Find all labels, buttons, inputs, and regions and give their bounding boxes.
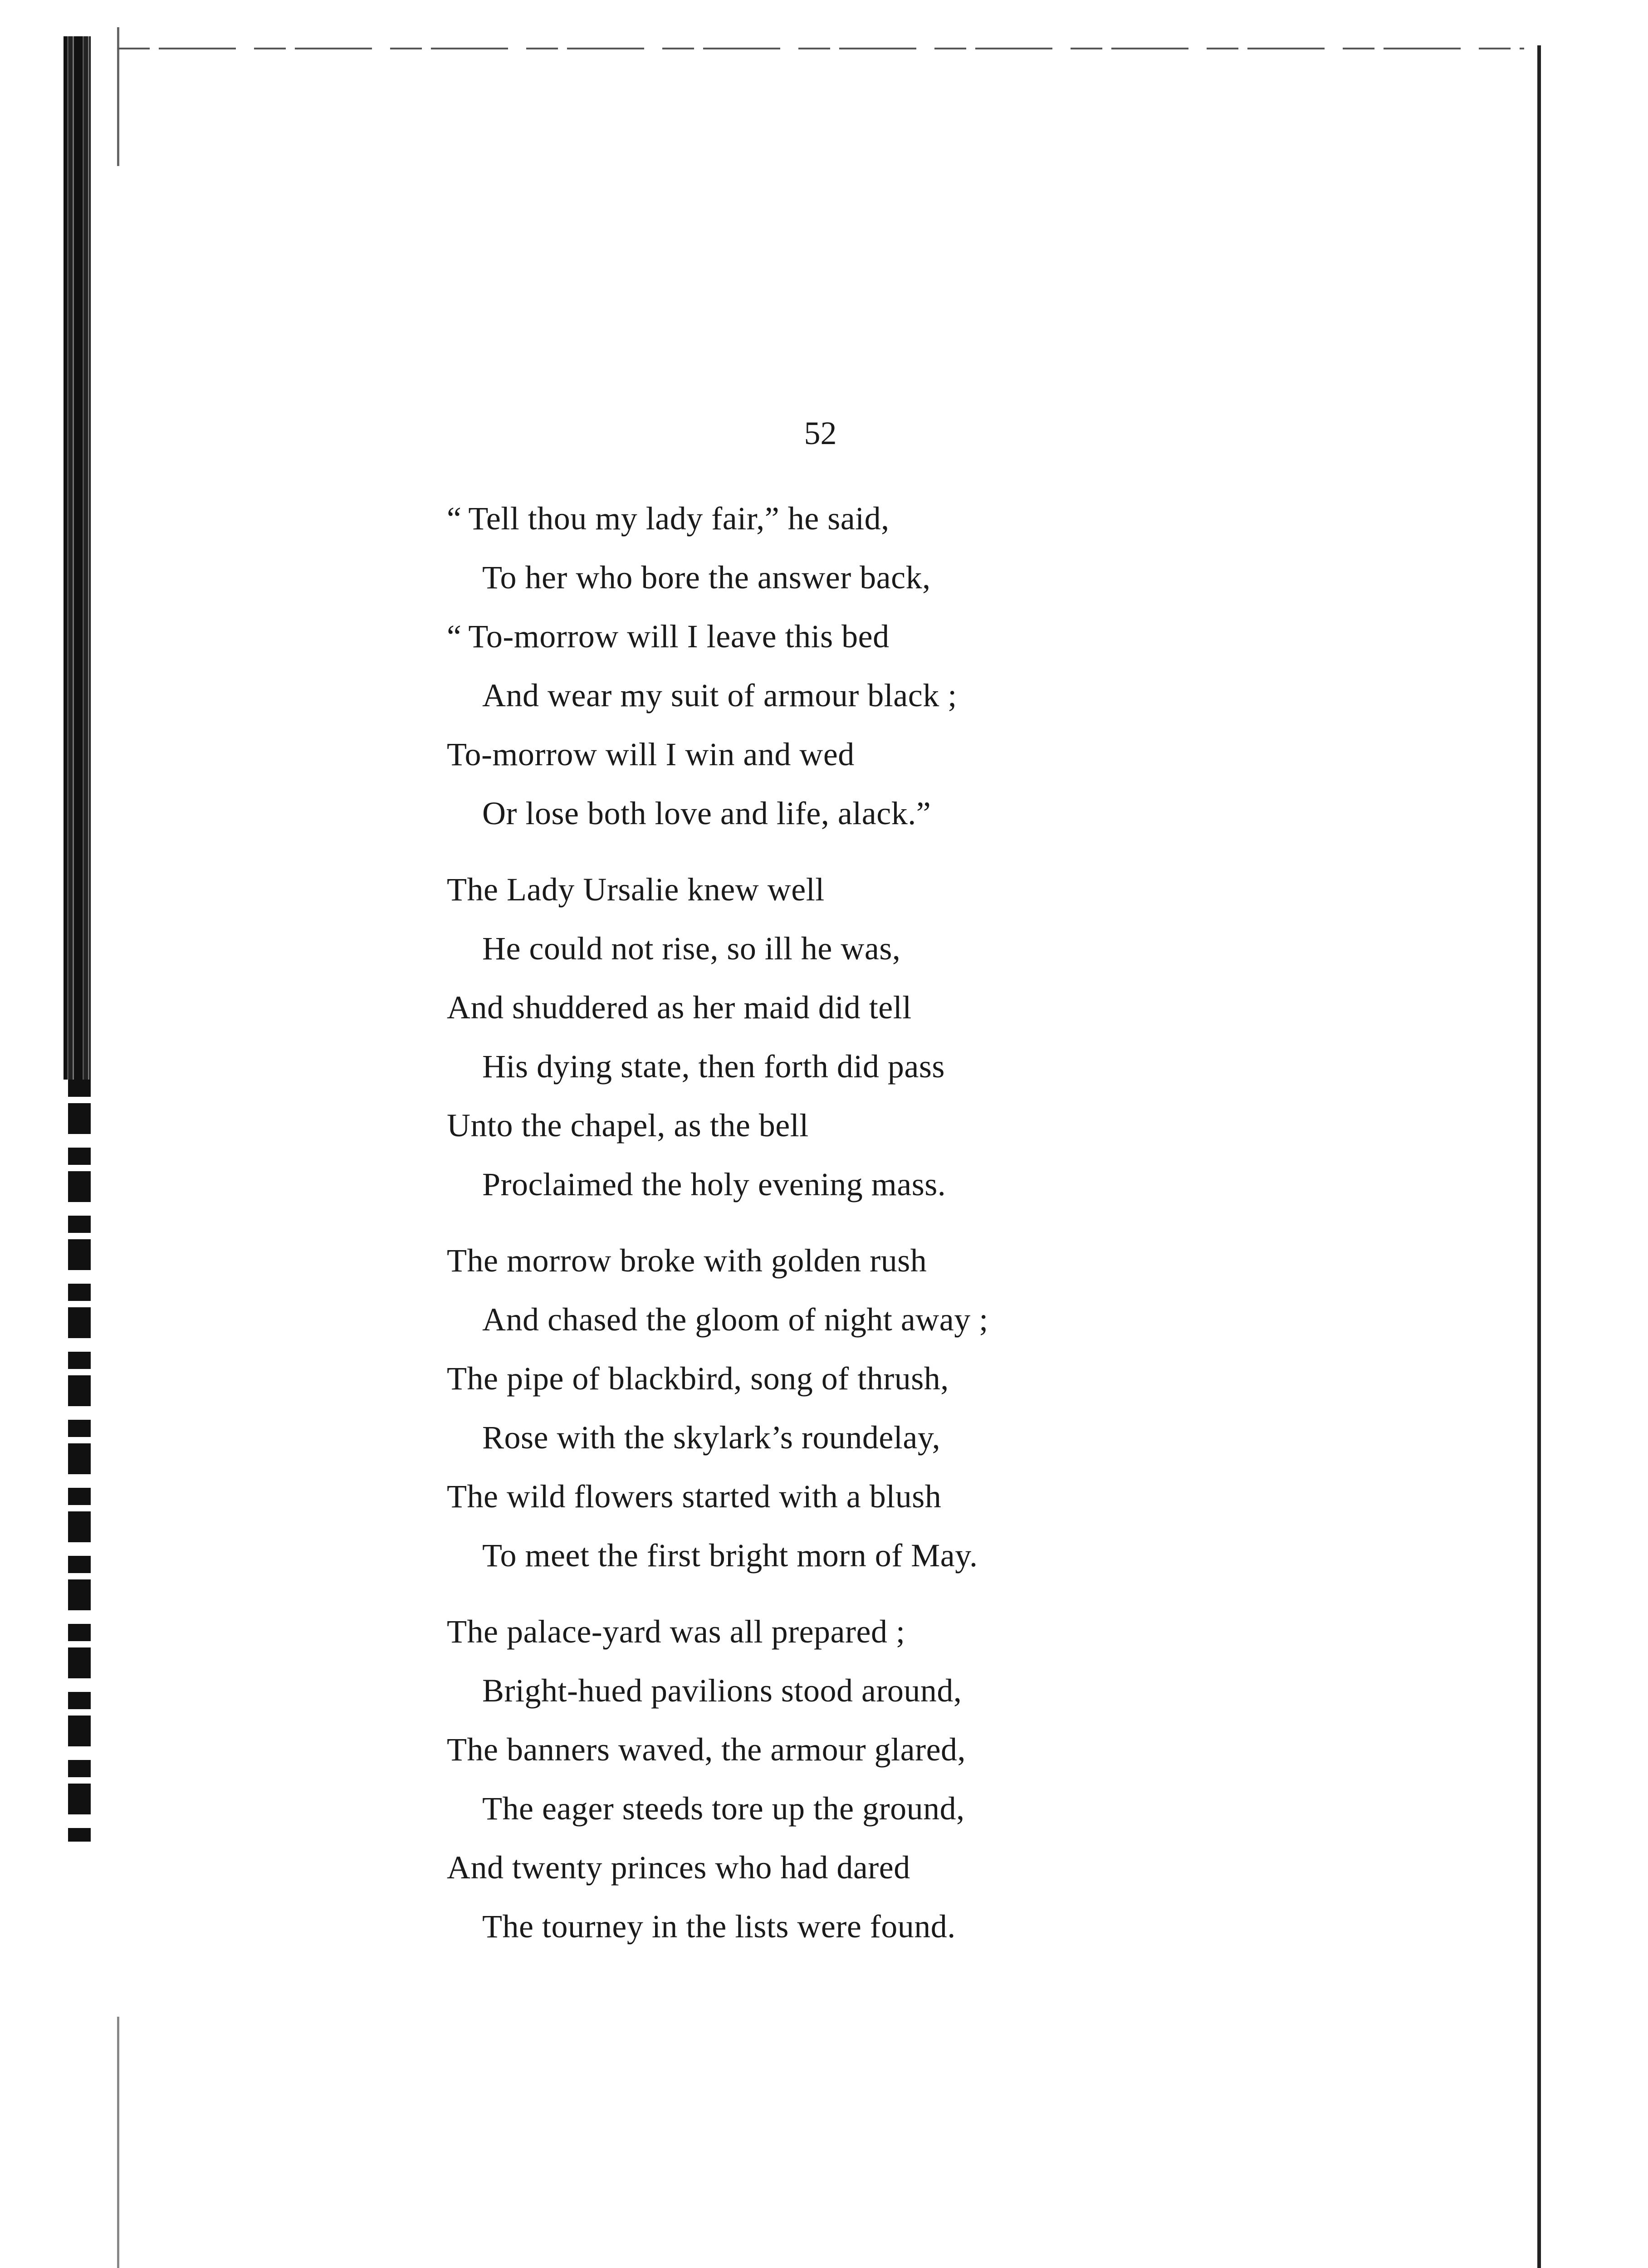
left-margin-rule [117,27,119,2268]
poem-line: To-morrow will I win and wed [447,736,855,772]
poem-line: To meet the first bright morn of May. [482,1537,978,1574]
binding-edge-artifact-lower [68,1080,91,1842]
poem-line: And chased the gloom of night away ; [482,1301,988,1338]
poem-line: And twenty princes who had dared [447,1849,910,1886]
poem-line: He could not rise, so ill he was, [482,930,901,967]
poem-line: Or lose both love and life, alack.” [482,795,931,831]
poem-line: The morrow broke with golden rush [447,1242,927,1279]
stanza [447,489,1536,843]
poem-line: And wear my suit of armour black ; [482,677,957,714]
stanza [447,1231,1536,1585]
poem-line: The wild flowers started with a blush [447,1478,942,1515]
poem-line: And shuddered as her maid did tell [447,989,912,1026]
poem-line: The eager steeds tore up the ground, [482,1790,965,1827]
right-margin-rule [1536,45,1543,2268]
poem-line: “ Tell thou my lady fair,” he said, [447,500,890,537]
poem-line: Unto the chapel, as the bell [447,1107,809,1144]
poem-line: “ To-morrow will I leave this bed [447,618,890,655]
page-number-text: 52 [804,415,837,451]
poem-line: Rose with the skylark’s roundelay, [482,1419,941,1456]
poem-line: Proclaimed the holy evening mass. [482,1166,946,1202]
poem-line: The pipe of blackbird, song of thrush, [447,1360,949,1397]
stanza [447,860,1536,1214]
poem-line: The palace-yard was all prepared ; [447,1613,905,1650]
poem-body [447,489,1536,1973]
poem-line: The Lady Ursalie knew well [447,871,825,908]
poem-line: The banners waved, the armour glared, [447,1731,966,1768]
top-margin-rule [118,48,1524,49]
poem-line: His dying state, then forth did pass [482,1048,945,1085]
poem-line: The tourney in the lists were found. [482,1908,956,1945]
binding-edge-artifact [64,36,91,1080]
poem-line: Bright-hued pavilions stood around, [482,1672,962,1709]
poem-line: To her who bore the answer back, [482,559,931,596]
page-number [0,411,1648,456]
stanza [447,1602,1536,1956]
